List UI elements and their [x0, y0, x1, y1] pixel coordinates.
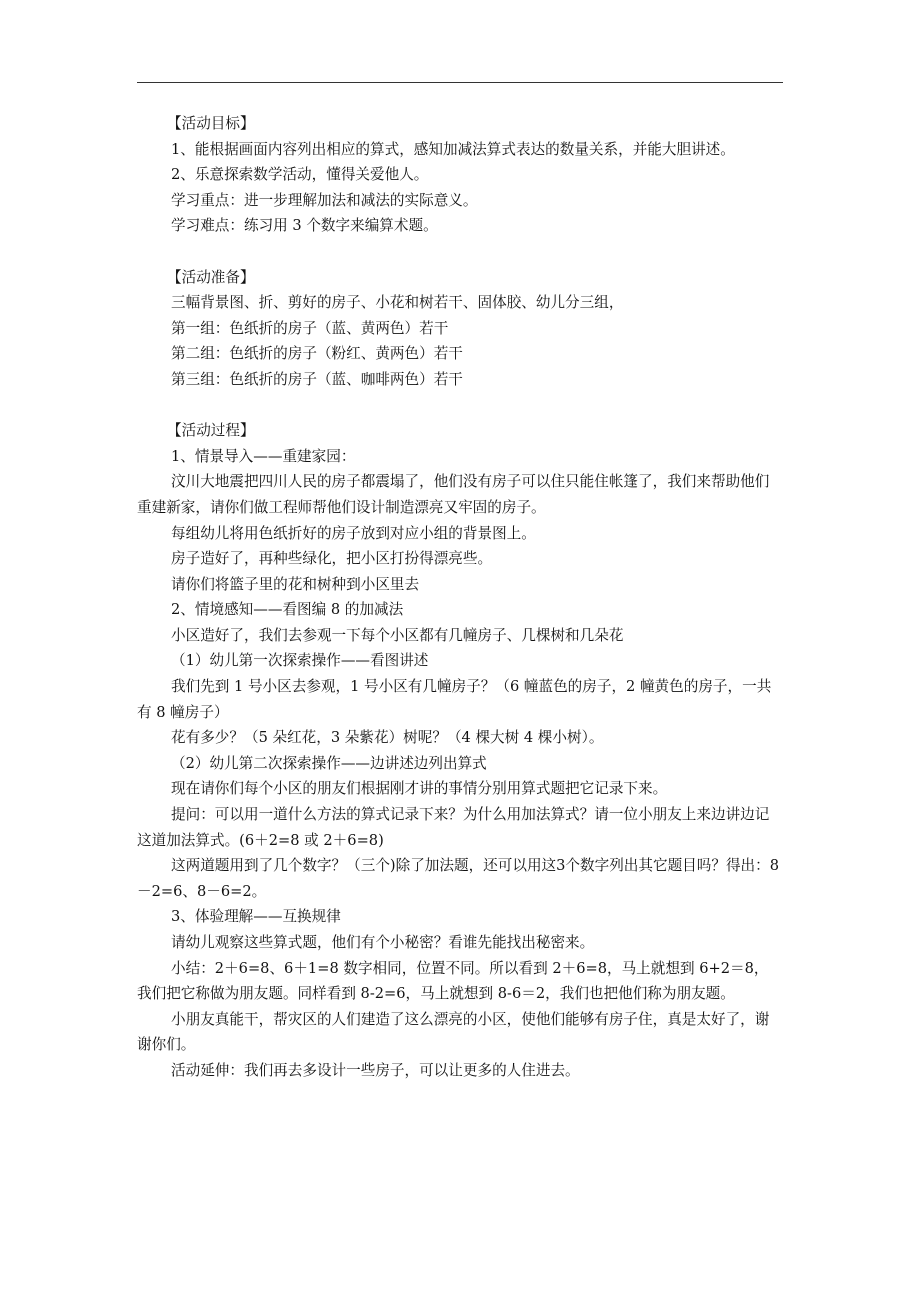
process-paragraph: 小结：2＋6=8、6＋1=8 数字相同，位置不同。所以看到 2＋6=8，马上就想到 6+2＝8，我们把它称做为朋友题。同样看到 8-2=6，马上就想到 8-6＝2，我们也把他们称为朋友题。 [137, 959, 769, 1003]
process-paragraph: （2）幼儿第二次探索操作——边讲述边列出算式 [171, 754, 487, 772]
process-paragraph: 2、情境感知——看图编 8 的加减法 [171, 601, 404, 619]
process-paragraph: 花有多少？（5 朵红花，3 朵紫花）树呢？（4 棵大树 4 棵小树）。 [171, 729, 604, 747]
prep-line: 三幅背景图、折、剪好的房子、小花和树若干、固体胶、幼儿分三组， [171, 294, 624, 312]
process-paragraph: 提问：可以用一道什么方法的算式记录下来？为什么用加法算式？请一位小朋友上来边讲边记这道加法算式。(6＋2=8 或 2＋6=8) [137, 806, 770, 849]
process-paragraph: 1、情景导入——重建家园： [171, 447, 356, 465]
process-paragraph: 请幼儿观察这些算式题，他们有个小秘密？看谁先能找出秘密来。 [171, 934, 595, 951]
prep-line: 第一组：色纸折的房子（蓝、黄两色）若干 [171, 319, 449, 337]
process-paragraph: 小朋友真能干，帮灾区的人们建造了这么漂亮的小区，使他们能够有房子住，真是太好了，谢谢你们。 [137, 1010, 770, 1054]
goals-heading: 【活动目标】 [167, 115, 255, 132]
process-paragraph: 这两道题用到了几个数字？（三个)除了加法题，还可以用这3个数字列出其它题目吗？得出：8－2=6、8－6=2。 [137, 857, 780, 900]
process-paragraph: 每组幼儿将用色纸折好的房子放到对应小组的背景图上。 [171, 524, 536, 542]
prep-line: 第二组：色纸折的房子（粉红、黄两色）若干 [171, 345, 463, 363]
process-paragraph: 3、体验理解——互换规律 [171, 908, 341, 926]
process-paragraph: （1）幼儿第一次探索操作——看图讲述 [171, 652, 429, 670]
header-rule [137, 82, 783, 83]
document-body [137, 111, 783, 1084]
prep-heading: 【活动准备】 [167, 268, 255, 286]
goals-line: 学习重点：进一步理解加法和减法的实际意义。 [171, 191, 478, 209]
process-paragraph: 现在请你们每个小区的朋友们根据刚才讲的事情分别用算式题把它记录下来。 [171, 780, 668, 798]
goals-line: 学习难点：练习用 3 个数字来编算术题。 [171, 217, 438, 235]
process-paragraph: 请你们将篮子里的花和树种到小区里去 [171, 575, 420, 593]
goals-line: 2、乐意探索数学活动，懂得关爱他人。 [171, 166, 429, 184]
goals-line: 1、能根据画面内容列出相应的算式，感知加减法算式表达的数量关系，并能大胆讲述。 [171, 140, 735, 158]
process-paragraph: 汶川大地震把四川人民的房子都震塌了，他们没有房子可以住只能住帐篷了，我们来帮助他们重建新家，请你们做工程师帮他们设计制造漂亮又牢固的房子。 [137, 473, 770, 516]
process-paragraph: 小区造好了，我们去参观一下每个小区都有几幢房子、几棵树和几朵花 [171, 626, 624, 644]
process-heading: 【活动过程】 [167, 422, 255, 440]
prep-line: 第三组：色纸折的房子（蓝、咖啡两色）若干 [171, 370, 463, 388]
process-paragraph: 我们先到 1 号小区去参观，1 号小区有几幢房子？（6 幢蓝色的房子，2 幢黄色的房子，一共有 8 幢房子） [137, 678, 772, 721]
process-paragraph: 活动延伸：我们再去多设计一些房子，可以让更多的人住进去。 [171, 1061, 580, 1079]
process-paragraph: 房子造好了，再种些绿化，把小区打扮得漂亮些。 [171, 550, 493, 568]
